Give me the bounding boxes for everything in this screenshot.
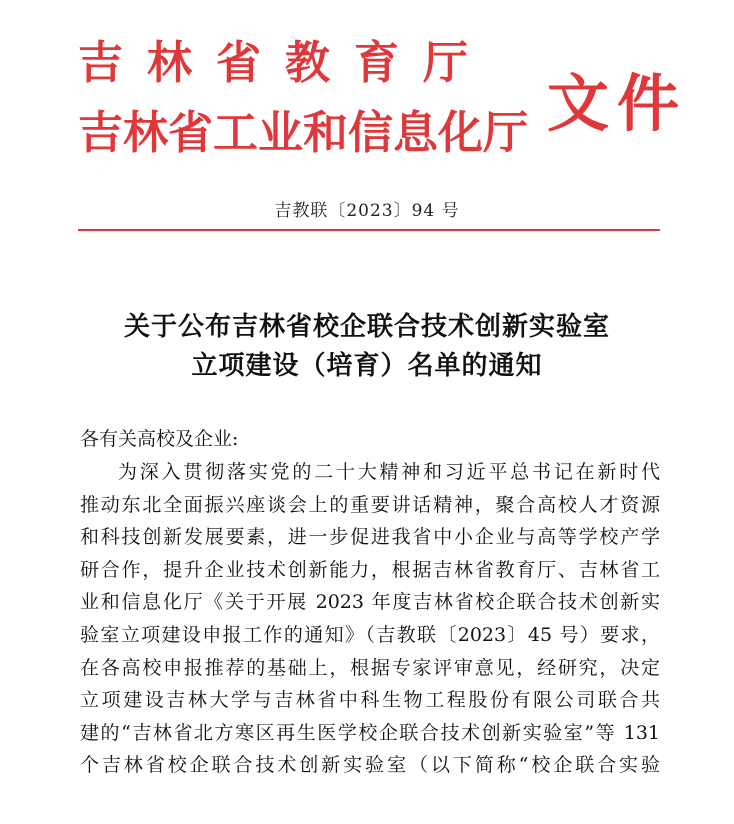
salutation: 各有关高校及企业: bbox=[80, 428, 239, 450]
document-header bbox=[0, 0, 734, 240]
body-paragraph bbox=[80, 456, 660, 782]
body-line: 和科技创新发展要素，进一步促进我省中小企业与高等学校产学 bbox=[80, 526, 660, 549]
issuing-org-industry: 吉林省工业和信息化厅 bbox=[78, 106, 529, 159]
body-line: 业和信息化厅《关于开展 2023 年度吉林省校企联合技术创新实 bbox=[80, 591, 660, 614]
body-line: 在各高校申报推荐的基础上，根据专家评审意见，经研究，决定 bbox=[80, 656, 660, 679]
issuing-org-education: 吉林省教育厅 bbox=[78, 36, 493, 89]
body-line: 为深入贯彻落实党的二十大精神和习近平总书记在新时代 bbox=[118, 461, 660, 483]
document-title-line-1: 关于公布吉林省校企联合技术创新实验室 bbox=[123, 312, 610, 342]
body-line: 立项建设吉林大学与吉林省中科生物工程股份有限公司联合共 bbox=[80, 689, 660, 712]
body-line: 推动东北全面振兴座谈会上的重要讲话精神，聚合高校人才资源 bbox=[80, 493, 660, 516]
body-line: 验室立项建设申报工作的通知》（吉教联〔2023〕45 号）要求， bbox=[80, 623, 660, 646]
document-title-line-2: 立项建设（培育）名单的通知 bbox=[191, 351, 543, 381]
document-number: 吉教联〔2023〕94 号 bbox=[274, 201, 460, 221]
body-line: 建的“吉林省北方寒区再生医学校企联合技术创新实验室”等 131 bbox=[80, 721, 660, 744]
document-type-label: 文件 bbox=[547, 67, 688, 140]
body-line: 研合作，提升企业技术创新能力，根据吉林省教育厅、吉林省工 bbox=[80, 558, 660, 581]
body-line: 个吉林省校企联合技术创新实验室（以下简称“校企联合实验 bbox=[80, 754, 660, 777]
red-divider bbox=[78, 229, 660, 231]
